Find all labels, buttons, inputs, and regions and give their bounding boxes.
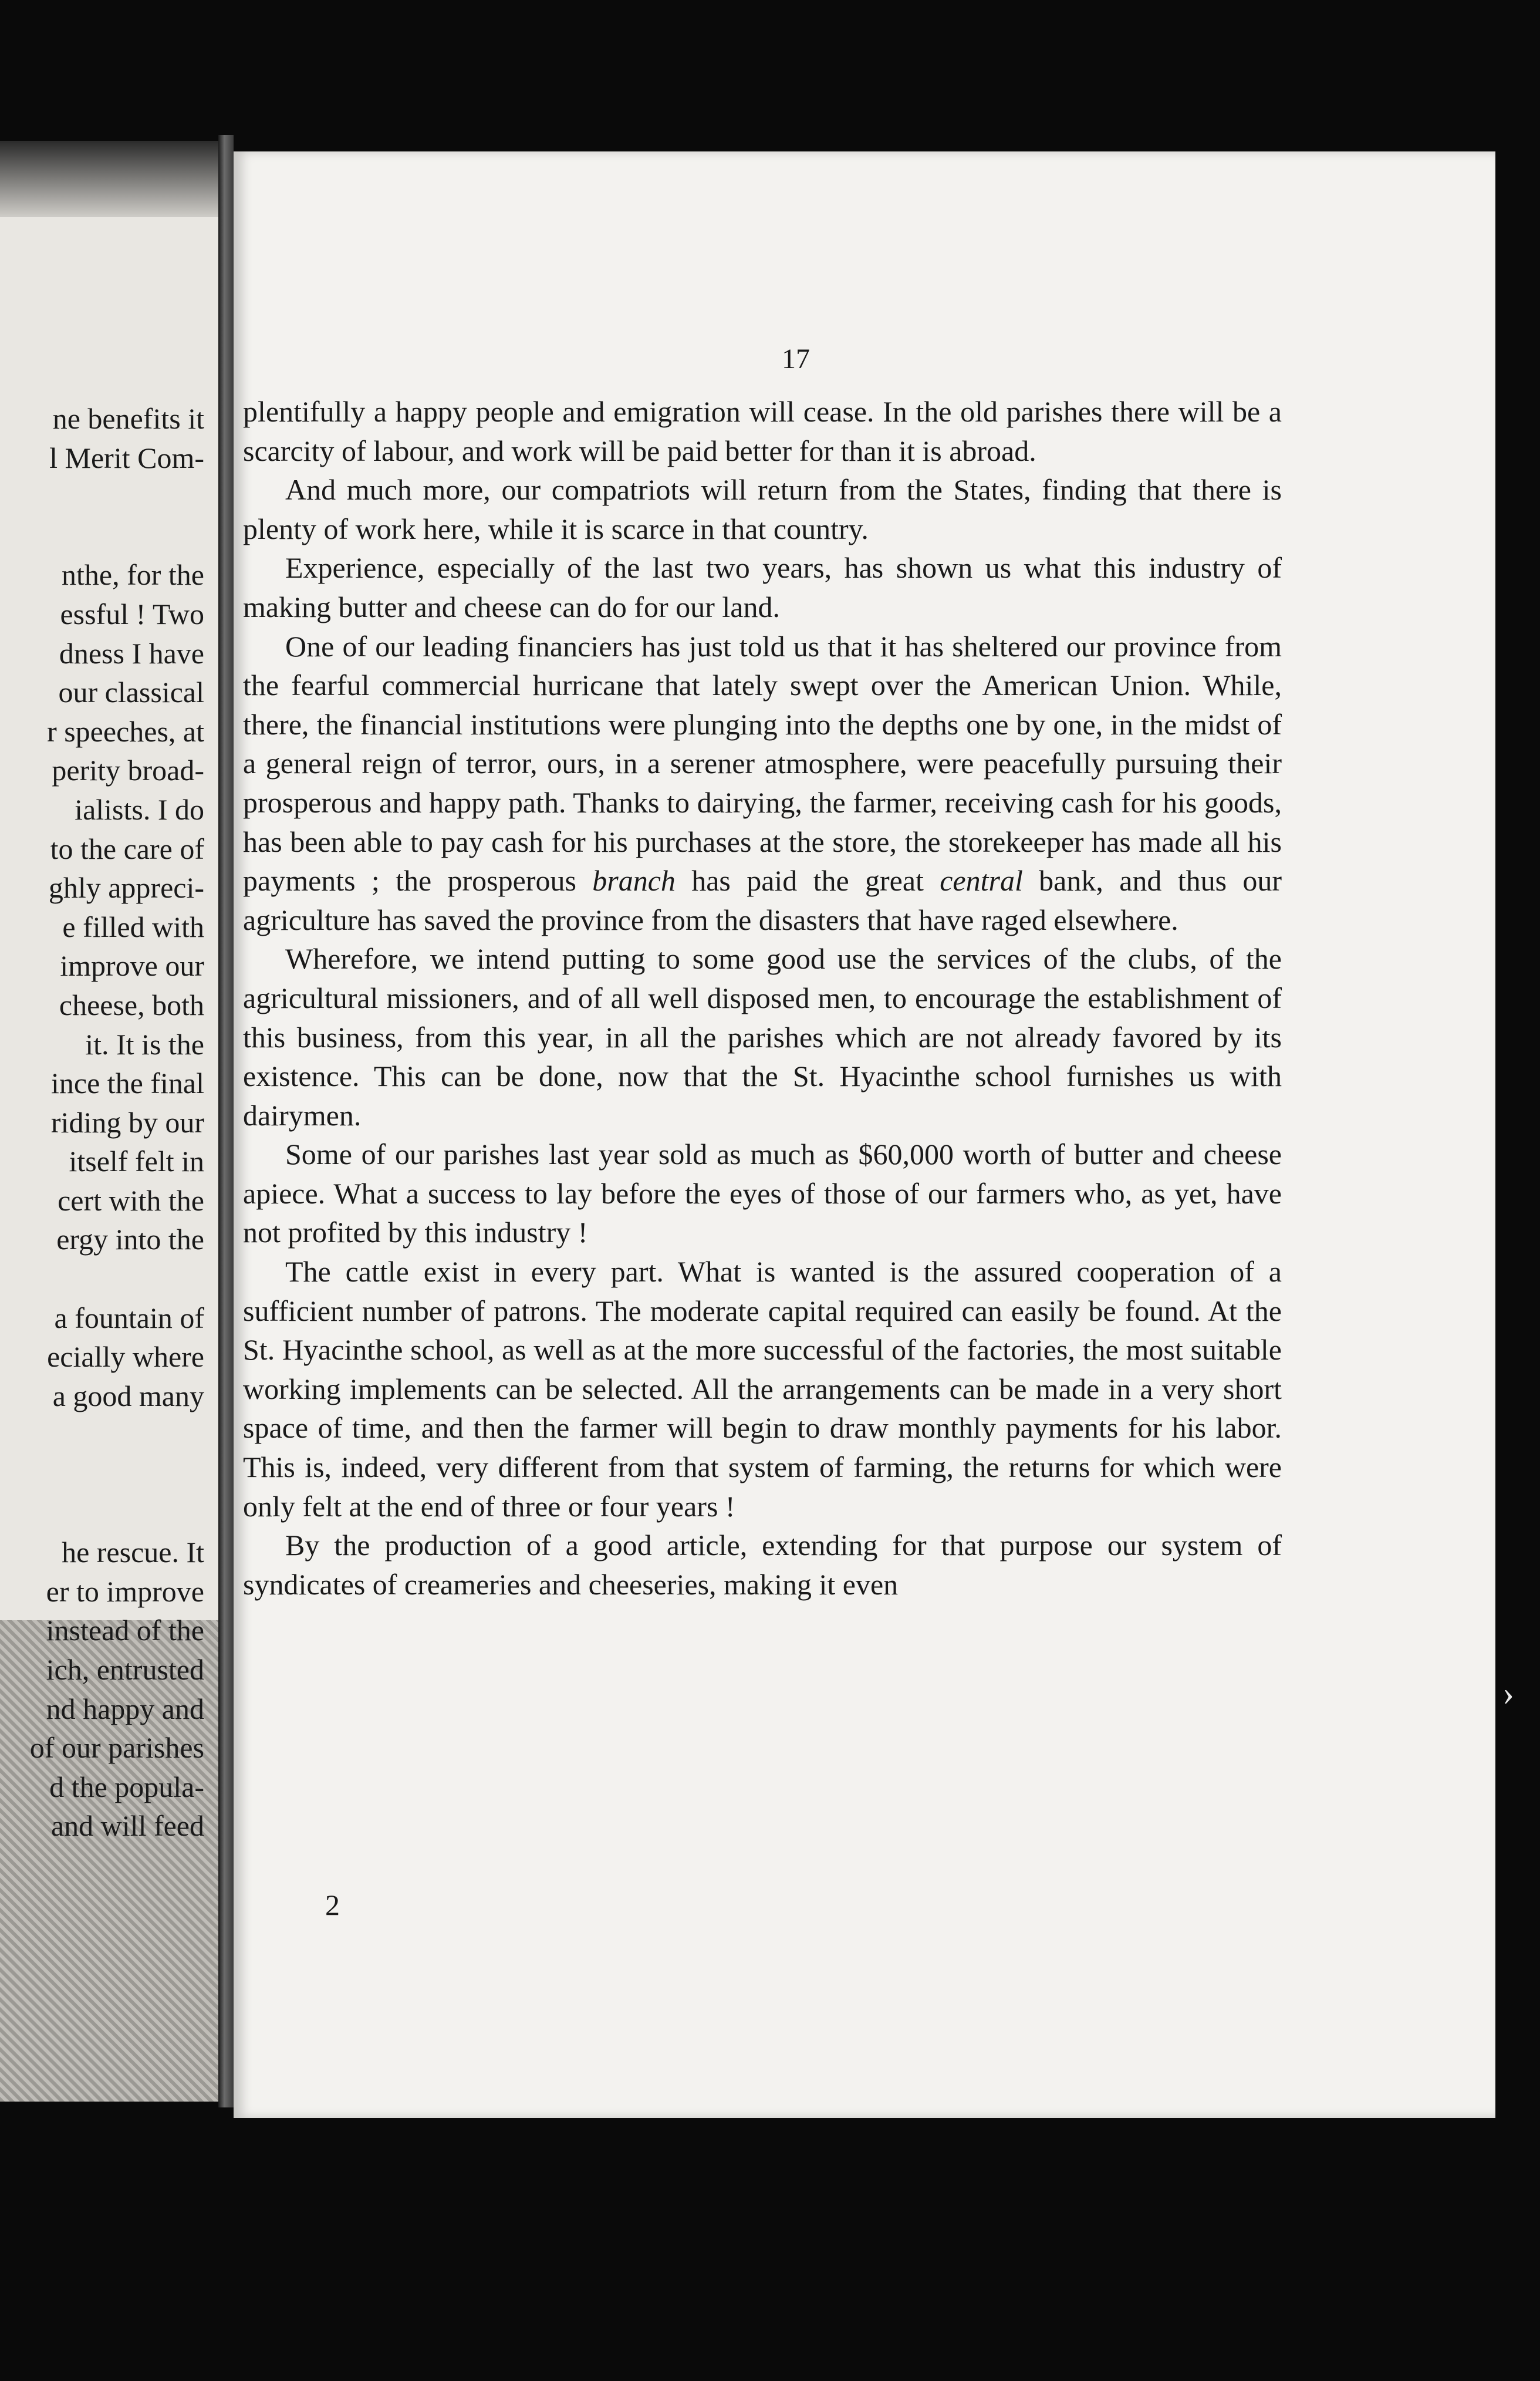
facing-page-line: itself felt in xyxy=(69,1145,204,1178)
facing-page-line xyxy=(0,1415,204,1455)
facing-page-line: it. It is the xyxy=(85,1027,204,1061)
facing-page-line: and will feed xyxy=(50,1809,204,1843)
facing-page-line: perity broad- xyxy=(52,754,204,787)
paragraph: Experience, especially of the last two years, has shown us what this industry of making butter and cheese can do for our land. xyxy=(243,551,1282,623)
facing-page-line xyxy=(0,1455,204,1494)
emphasis: branch xyxy=(592,864,676,898)
margin-mark: › xyxy=(1502,1674,1514,1712)
facing-page xyxy=(0,141,218,2102)
facing-page-line: ghly appreci- xyxy=(48,871,204,905)
facing-page-line xyxy=(0,517,204,556)
facing-page-line: ergy into the xyxy=(56,1223,204,1256)
body-text xyxy=(243,392,1282,1604)
facing-page-line: improve our xyxy=(60,949,204,983)
facing-page-line xyxy=(0,1259,204,1299)
book-page xyxy=(234,151,1495,2118)
facing-page-line: of our parishes xyxy=(29,1731,204,1765)
facing-page-line: ialists. I do xyxy=(75,792,204,826)
facing-page-line: a fountain of xyxy=(54,1301,204,1334)
facing-page-line: nthe, for the xyxy=(62,558,204,592)
facing-page-line: cert with the xyxy=(58,1183,204,1217)
facing-page-line: ich, entrusted xyxy=(46,1653,204,1686)
paragraph: By the production of a good article, extending for that purpose our system of syndicates of creameries and cheeseries, making it even xyxy=(243,1529,1282,1601)
page-number: 17 xyxy=(782,343,810,375)
facing-page-line: ecially where xyxy=(47,1340,204,1374)
facing-page-line: dness I have xyxy=(59,636,204,670)
facing-page-line xyxy=(0,477,204,517)
paragraph: And much more, our compatriots will return from the States, finding that there is plenty of work here, while it is scarce in that country. xyxy=(243,473,1282,545)
facing-page-line: l Merit Com- xyxy=(49,441,204,474)
facing-page-line: riding by our xyxy=(50,1105,204,1139)
facing-page-line: d the popula- xyxy=(49,1770,204,1803)
emphasis: central xyxy=(940,864,1023,898)
facing-page-line: essful ! Two xyxy=(60,597,204,630)
facing-page-text xyxy=(0,399,204,1846)
facing-page-line: instead of the xyxy=(46,1614,204,1647)
facing-page-line: r speeches, at xyxy=(47,714,204,748)
facing-page-line: cheese, both xyxy=(59,988,204,1021)
facing-page-line: ince the final xyxy=(51,1067,204,1100)
facing-page-line: our classical xyxy=(58,676,204,709)
facing-page-line: e filled with xyxy=(62,910,204,943)
paragraph: Some of our parishes last year sold as much as $60,000 worth of butter and cheese apiece. What a success to lay before the eyes of those of our farmers who, as yet, have not profited by this industry ! xyxy=(243,1138,1282,1249)
paragraph: One of our leading financiers has just told us that it has sheltered our province from the fearful commercial hurricane that lately swept over the American Union. While, there, the financial institutions were plunging into the depths one by one, in the midst of a general reign of terror, ours, in a serener atmosphere, were peacefully pursuing their prosperous and happy path. Thanks to dairying, the farmer, receiving cash for his goods, has been able to pay cash for his purchases at the store, the storekeeper has made all his payments ; the prosperous branch has paid the great central bank, and thus our agriculture has saved the province from the disasters that have raged elsewhere. xyxy=(243,629,1282,936)
paragraph: Wherefore, we intend putting to some good use the services of the clubs, of the agricultural missioners, and of all well disposed men, to encourage the establishment of this business, from this year, in all the parishes which are not already favored by its existence. This can be done, now that the St. Hyacinthe school furnishes us with dairymen. xyxy=(243,942,1282,1132)
facing-page-line: er to improve xyxy=(46,1574,204,1608)
facing-page-line xyxy=(0,1494,204,1533)
signature-mark: 2 xyxy=(325,1888,340,1921)
facing-page-line: nd happy and xyxy=(46,1692,204,1725)
facing-page-shadow xyxy=(0,141,218,217)
paragraph: plentifully a happy people and emigration will cease. In the old parishes there will be a scarcity of labour, and work will be paid better for than it is abroad. xyxy=(243,395,1282,467)
facing-page-line: ne benefits it xyxy=(52,402,204,435)
paragraph: The cattle exist in every part. What is wanted is the assured cooperation of a sufficient number of patrons. The moderate capital required can easily be found. At the St. Hyacinthe school, as well as at the more successful of the factories, the most suitable working implements can be selected. All the arrangements can be made in a very short space of time, and then the farmer will begin to draw monthly payments for his labor. This is, indeed, very different from that system of farming, the returns for which were only felt at the end of three or four years ! xyxy=(243,1255,1282,1523)
facing-page-line: he rescue. It xyxy=(62,1536,204,1569)
book-gutter xyxy=(218,135,234,2107)
facing-page-line: a good many xyxy=(52,1379,204,1412)
facing-page-line: to the care of xyxy=(50,832,204,865)
